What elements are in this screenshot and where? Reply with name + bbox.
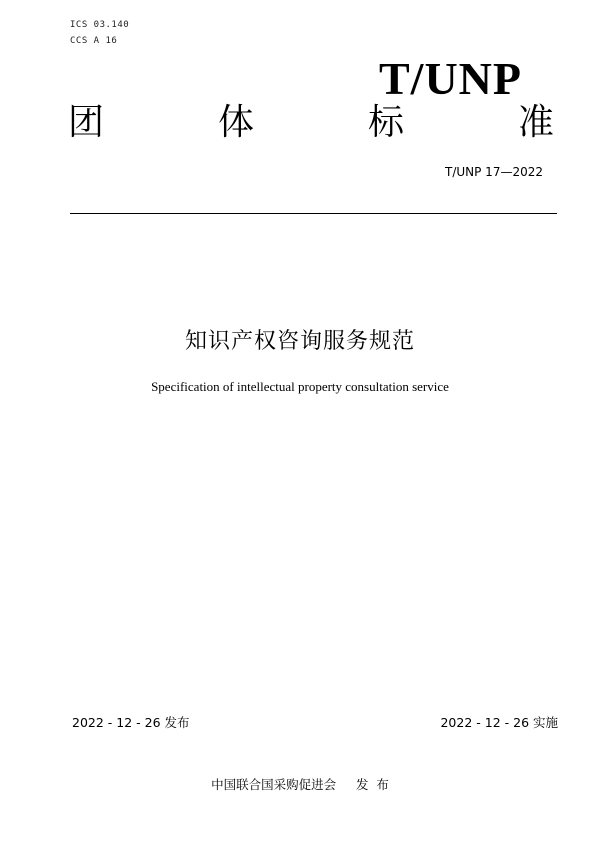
category-char-4: 准: [517, 102, 554, 143]
header-divider: [70, 213, 557, 214]
ccs-code: CCS A 16: [70, 36, 118, 46]
document-title-chinese: 知识产权咨询服务规范: [184, 329, 415, 354]
category-char-1: 团: [68, 102, 105, 143]
implementation-date: 2022 - 12 - 26 实施: [440, 715, 558, 730]
release-date: 2022 - 12 - 26 发布: [72, 715, 190, 730]
standard-category-title: [68, 100, 554, 146]
category-char-3: 标: [367, 102, 404, 143]
document-title-english: Specification of intellectual property consultation service: [151, 379, 449, 394]
standard-number: T/UNP 17—2022: [445, 165, 543, 179]
ics-code: ICS 03.140: [70, 20, 130, 30]
organization-logo-text: T/UNP: [379, 53, 522, 104]
publisher: 中国联合国采购促进会 发 布: [211, 777, 389, 792]
category-char-2: 体: [217, 102, 254, 143]
classification-codes: [70, 17, 129, 49]
